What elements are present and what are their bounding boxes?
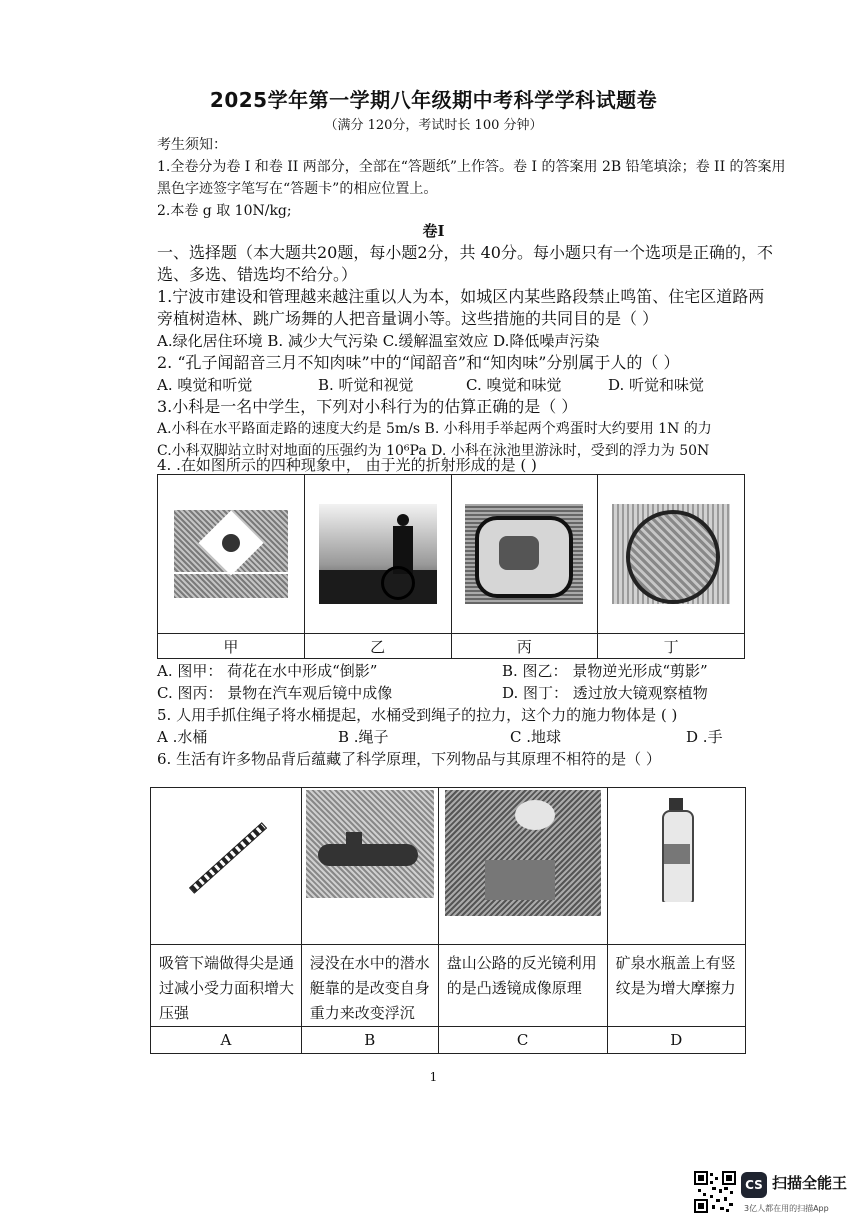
convex-mirror-road-photo — [445, 790, 601, 916]
camscanner-logo: CS — [741, 1172, 767, 1198]
q2-option-a: A. 嗅觉和听觉 — [157, 376, 253, 394]
q6-letter-d: D — [607, 1027, 745, 1054]
q6-letter-b: B — [301, 1027, 438, 1054]
notice-line-3: 2.本卷 g 取 10N/kg; — [157, 203, 292, 219]
q4-label-yi: 乙 — [304, 634, 451, 659]
car-mirror-photo — [465, 504, 583, 604]
camscanner-name: 扫描全能王 — [772, 1174, 848, 1192]
q4-label-bing: 丙 — [451, 634, 598, 659]
q4-option-d: D. 图丁： 透过放大镜观察植物 — [502, 684, 708, 702]
q5-option-c: C .地球 — [510, 728, 562, 746]
q3-stem: 3.小科是一名中学生，下列对小科行为的估算正确的是（ ） — [157, 397, 578, 416]
q3-options-ab: A.小科在水平路面走路的速度大约是 5m/s B. 小科用手举起两个鸡蛋时大约要用 1N 的力 — [157, 421, 712, 437]
q6-figure-table — [150, 787, 746, 1054]
q4-figure-cell-ding — [598, 475, 745, 634]
q2-stem: 2. “孔子闻韶音三月不知肉味”中的“闻韶音”和“知肉味”分别属于人的（ ） — [157, 353, 680, 372]
q2-option-c: C. 嗅觉和味觉 — [466, 376, 562, 394]
q6-image-cell-d — [607, 788, 745, 945]
notice-line-1: 1.全卷分为卷 I 和卷 II 两部分，全部在“答题纸”上作答。卷 I 的答案用 2B 铅笔填涂；卷 II 的答案用 — [157, 159, 786, 175]
straw-photo — [169, 808, 283, 910]
section-heading-line-2: 选、多选、错选均不给分。） — [157, 265, 358, 284]
q2-option-d: D. 听觉和味觉 — [608, 376, 705, 394]
q4-label-jia: 甲 — [158, 634, 305, 659]
q1-stem-line-1: 1.宁波市建设和管理越来越注重以人为本，如城区内某些路段禁止鸣笛、住宅区道路两 — [157, 287, 765, 306]
water-bottle-photo — [656, 798, 696, 902]
camscanner-tagline: 3亿人都在用的扫描App — [744, 1204, 829, 1213]
q6-caption-cell-d — [607, 945, 745, 1027]
q4-figure-table — [157, 474, 745, 659]
notice-heading: 考生须知： — [157, 137, 227, 153]
section-heading-line-1: 一、选择题（本大题共20题，每小题2分，共 40分。每小题只有一个选项是正确的，不 — [157, 243, 773, 262]
q4-stem: 4. .在如图所示的四种现象中， 由于光的折射形成的是 ( ) — [157, 456, 537, 474]
q6-caption-cell-a — [151, 945, 302, 1027]
q4-option-a: A. 图甲： 荷花在水中形成“倒影” — [157, 662, 378, 680]
q4-option-b: B. 图乙： 景物逆光形成“剪影” — [502, 662, 708, 680]
volume-label: 卷I — [422, 222, 445, 240]
q6-image-cell-c — [438, 788, 607, 945]
magnifier-plant-photo — [612, 504, 730, 604]
q6-letter-c: C — [438, 1027, 607, 1054]
q1-stem-line-2: 旁植树造林、跳广场舞的人把音量调小等。这些措施的共同目的是（ ） — [157, 309, 659, 328]
q2-option-b: B. 听觉和视觉 — [318, 376, 414, 394]
q5-option-a: A .水桶 — [157, 728, 208, 746]
exam-title: 2025学年第一学期八年级期中考科学学科试题卷 — [209, 88, 658, 112]
q6-stem: 6. 生活有许多物品背后蕴藏了科学原理，下列物品与其原理不相符的是（ ） — [157, 750, 661, 768]
q1-options: A.绿化居住环境 B. 减少大气污染 C.缓解温室效应 D.降低噪声污染 — [157, 332, 600, 350]
q5-stem: 5. 人用手抓住绳子将水桶提起，水桶受到绳子的拉力，这个力的施力物体是 ( ) — [157, 706, 678, 724]
q4-figure-cell-jia — [158, 475, 305, 634]
q6-image-cell-b — [301, 788, 438, 945]
q5-option-d: D .手 — [686, 728, 723, 746]
q6-caption-cell-c — [438, 945, 607, 1027]
q6-image-cell-a — [151, 788, 302, 945]
q4-figure-cell-yi — [304, 475, 451, 634]
qr-code-icon — [694, 1171, 736, 1213]
q6-caption-a: 吸管下端做得尖是通过减小受力面积增大压强 — [159, 954, 295, 1022]
q6-caption-cell-b — [301, 945, 438, 1027]
q6-caption-d: 矿泉水瓶盖上有竖纹是为增大摩擦力 — [615, 954, 736, 997]
q5-option-b: B .绳子 — [338, 728, 389, 746]
exam-subtitle: （满分 120分，考试时长 100 分钟） — [324, 118, 543, 133]
q3-options-cd: C.小科双脚站立时对地面的压强约为 10⁶Pa D. 小科在泳池里游泳时，受到的浮力为 50N — [157, 443, 710, 459]
silhouette-cyclist-photo — [319, 504, 437, 604]
lotus-reflection-photo — [174, 510, 288, 598]
page-number: 1 — [429, 1070, 438, 1084]
notice-line-2: 黑色字迹签字笔写在“答题卡”的相应位置上。 — [157, 181, 438, 197]
q6-caption-b: 浸没在水中的潜水艇靠的是改变自身重力来改变浮沉 — [309, 954, 430, 1022]
submarine-photo — [306, 790, 434, 898]
q6-letter-a: A — [151, 1027, 302, 1054]
q4-label-ding: 丁 — [598, 634, 745, 659]
q4-figure-cell-bing — [451, 475, 598, 634]
q4-option-c: C. 图丙： 景物在汽车观后镜中成像 — [157, 684, 393, 702]
q6-caption-c: 盘山公路的反光镜利用的是凸透镜成像原理 — [446, 954, 597, 997]
